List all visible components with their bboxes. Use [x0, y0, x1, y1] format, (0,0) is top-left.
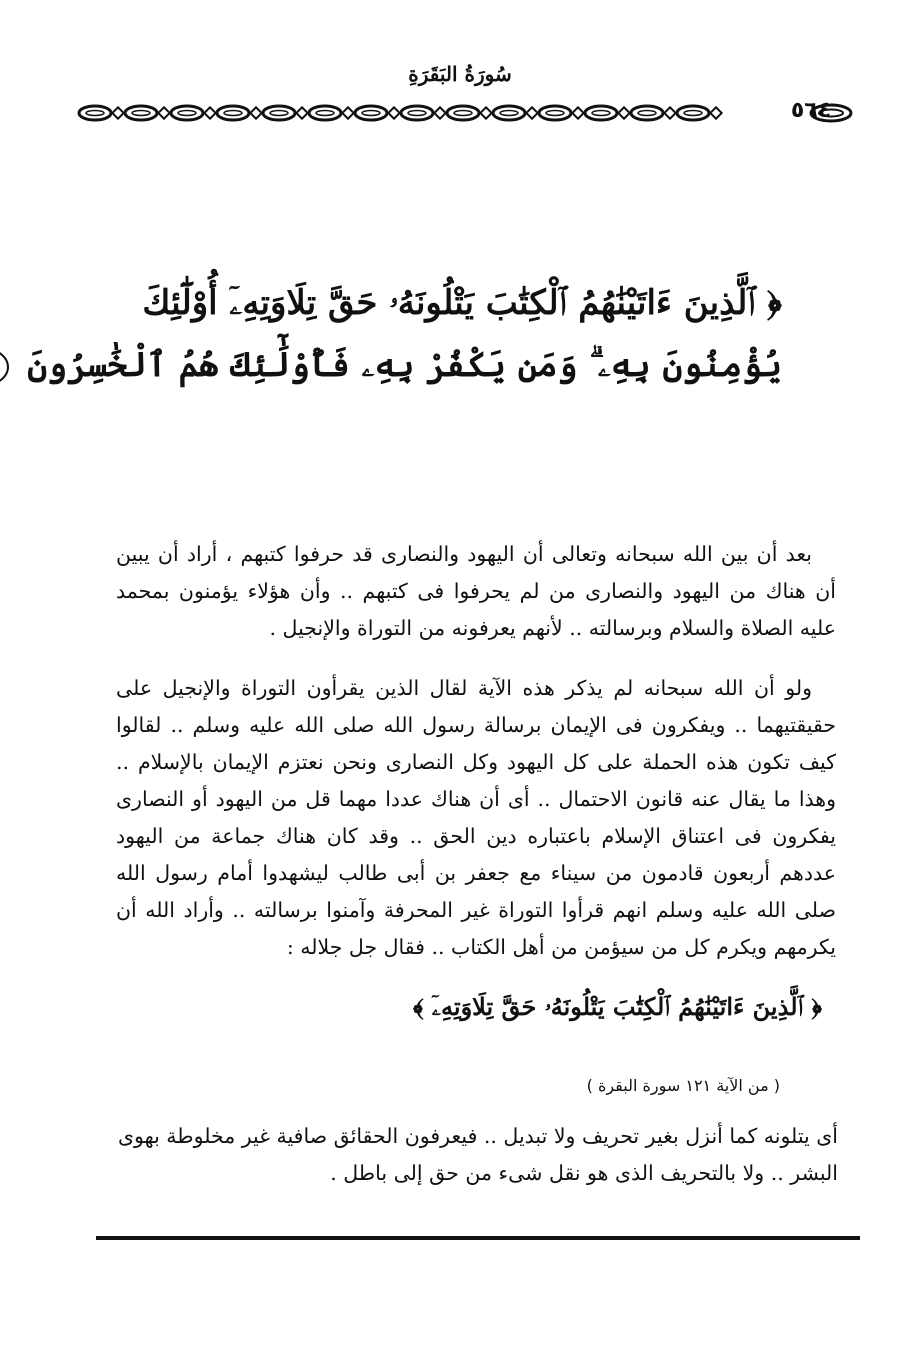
chain-link	[585, 106, 630, 120]
chain-link	[309, 106, 354, 120]
chain-link	[677, 106, 722, 120]
chain-link	[447, 106, 492, 120]
chain-link	[217, 106, 262, 120]
paragraph-1: بعد أن بين الله سبحانه وتعالى أن اليهود والنصارى قد حرفوا كتبهم ، أراد أن يبين أن هناك من اليهود والنصارى من لم يحرفوا فى كتبهم .. وأن هؤلاء يؤمنون بمحمد عليه الصلاة والسلام وبرسالته .. لأنهم يعرفونه من التوراة والإنجيل .	[116, 542, 836, 640]
verse-number-marker	[0, 348, 9, 386]
chain-ornament	[74, 96, 764, 130]
verse-line-2	[27, 334, 782, 398]
surah-title: سُورَةُ البَقَرَةِ	[408, 62, 512, 86]
page-number: ٥٦٤	[790, 98, 832, 123]
paragraph-3: أى يتلونه كما أنزل بغير تحريف ولا تبديل .. فيعرفون الحقائق صافية غير مخلوطة بهوى البشر .. ولا بالتحريف الذى هو نقل شىء من حق إلى باطل .	[118, 1124, 838, 1185]
chain-link	[631, 106, 676, 120]
header-chain-border	[74, 96, 854, 130]
bottom-rule	[96, 1236, 860, 1240]
chain-end-ornament	[808, 102, 854, 124]
quoted-verse: ﴿ ٱلَّذِينَ ءَاتَيْنَٰهُمُ ٱلْكِتَٰبَ يَتْلُونَهُۥ حَقَّ تِلَاوَتِهِۦٓ ﴾	[412, 992, 822, 1021]
chain-link	[79, 106, 124, 120]
chain-link	[493, 106, 538, 120]
chain-link	[401, 106, 446, 120]
verse-citation: ( من الآية ١٢١ سورة البقرة )	[586, 1076, 780, 1095]
verse-line-2-text: يُؤْمِنُونَ بِهِۦ ۗ وَمَن يَكْفُرْ بِهِۦ فَأُوْلَٰٓئِكَ هُمُ ٱلْخَٰسِرُونَ	[27, 345, 782, 385]
verse-line-1: ﴿ ٱلَّذِينَ ءَاتَيْنَٰهُمُ ٱلْكِتَٰبَ يَتْلُونَهُۥ حَقَّ تِلَاوَتِهِۦٓ أُوْلَٰٓئِكَ	[142, 283, 782, 323]
chain-link	[539, 106, 584, 120]
chain-link	[263, 106, 308, 120]
chain-link	[125, 106, 170, 120]
paragraph-2: ولو أن الله سبحانه لم يذكر هذه الآية لقال الذين يقرأون التوراة والإنجيل على حقيقتيهما .. ويفكرون فى الإيمان برسالة رسول الله صلى الله عليه وسلم .. لقالوا كيف تكون هذه الحملة على كل اليهود وكل النصارى ونحن نعتزم الإيمان بالإسلام .. وهذا ما يقال عنه قانون الاحتمال .. أى أن هناك عددا مهما قل من اليهود أو النصارى يفكرون فى اعتناق الإسلام باعتباره دين الحق .. وقد كان هناك جماعة من اليهود عددهم أربعون قادمون من سيناء مع جعفر بن أبى طالب ليشهدوا أمام رسول الله صلى الله عليه وسلم انهم قرأوا التوراة غير المحرفة وآمنوا برسالته .. وأراد الله أن يكرمهم ويكرم كل من سيؤمن من أهل الكتاب .. فقال جل جلاله :	[116, 676, 836, 959]
chain-link	[171, 106, 216, 120]
chain-link	[355, 106, 400, 120]
quran-verse	[27, 272, 782, 398]
